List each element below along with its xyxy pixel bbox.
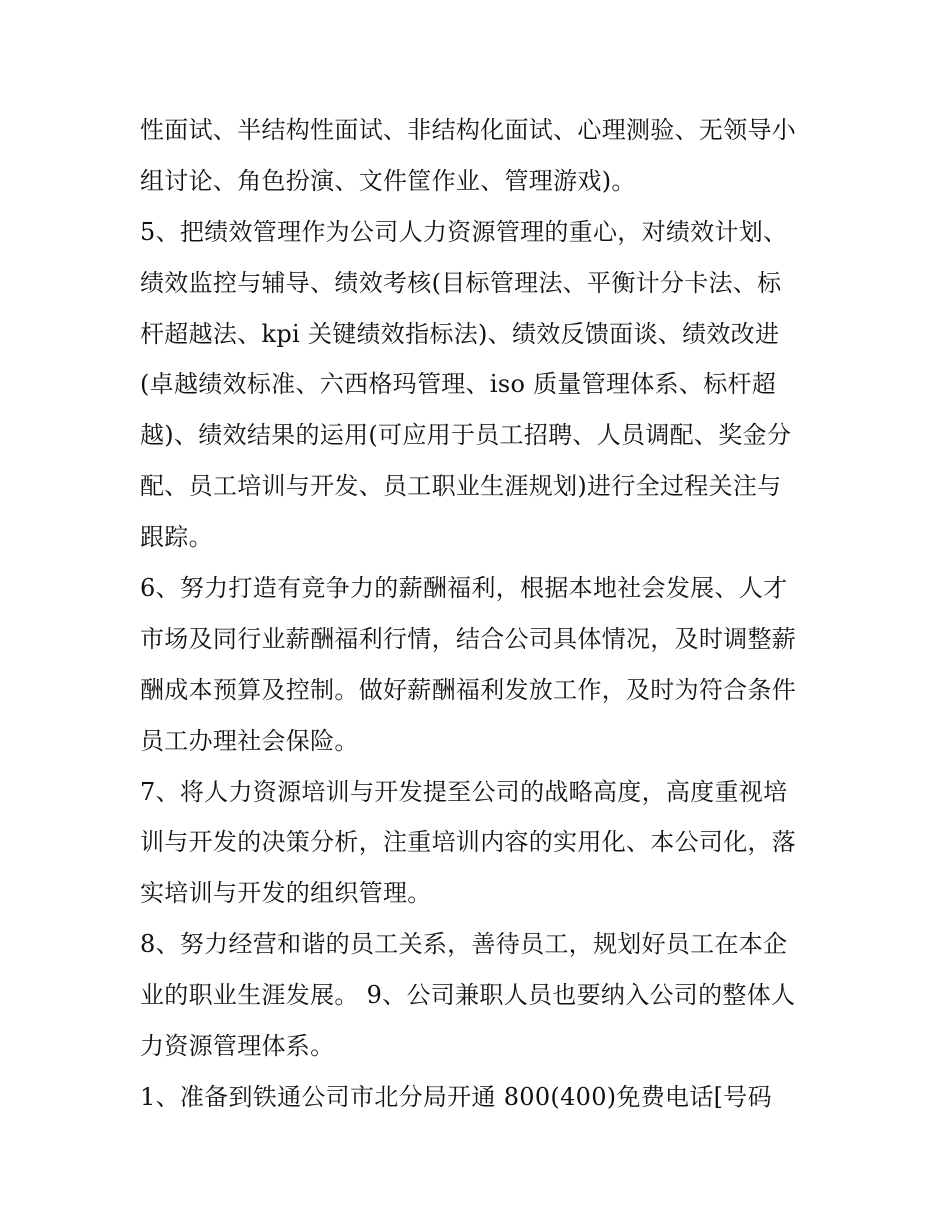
text-line: 7、将人力资源培训与开发提至公司的战略高度，高度重视培 bbox=[140, 777, 788, 806]
text-line: (卓越绩效标准、六西格玛管理、iso 质量管理体系、标杆超 bbox=[140, 370, 777, 399]
text-line: 性面试、半结构性面试、非结构化面试、心理测验、无领导小 bbox=[140, 116, 797, 144]
text-line: 6、努力打造有竞争力的薪酬福利，根据本地社会发展、人才 bbox=[140, 574, 788, 603]
text-line: 杆超越法、kpi 关键绩效指标法)、绩效反馈面谈、绩效改进 bbox=[140, 319, 780, 348]
text-line: 业的职业生涯发展。 9、公司兼职人员也要纳入公司的整体人 bbox=[140, 981, 796, 1010]
text-line: 酬成本预算及控制。做好薪酬福利发放工作，及时为符合条件 bbox=[140, 675, 797, 704]
text-line: 绩效监控与辅导、绩效考核(目标管理法、平衡计分卡法、标 bbox=[140, 268, 782, 297]
text-line: 5、把绩效管理作为公司人力资源管理的重心，对绩效计划、 bbox=[140, 217, 788, 246]
document-body bbox=[140, 105, 820, 1123]
text-line: 实培训与开发的组织管理。 bbox=[140, 879, 432, 908]
text-line: 训与开发的决策分析，注重培训内容的实用化、本公司化，落 bbox=[140, 828, 797, 857]
text-line: 力资源管理体系。 bbox=[140, 1032, 335, 1061]
text-line: 市场及同行业薪酬福利行情，结合公司具体情况，及时调整薪 bbox=[140, 624, 797, 653]
text-line: 1、准备到铁通公司市北分局开通 800(400)免费电话[号码 bbox=[140, 1082, 772, 1111]
text-line: 越)、绩效结果的运用(可应用于员工招聘、人员调配、奖金分 bbox=[140, 421, 792, 450]
text-line: 配、员工培训与开发、员工职业生涯规划)进行全过程关注与 bbox=[140, 472, 782, 501]
text-line: 8、努力经营和谐的员工关系，善待员工，规划好员工在本企 bbox=[140, 930, 788, 959]
text-line: 组讨论、角色扮演、文件筐作业、管理游戏)。 bbox=[140, 166, 636, 195]
text-line: 跟踪。 bbox=[140, 523, 213, 552]
text-line: 员工办理社会保险。 bbox=[140, 726, 359, 755]
